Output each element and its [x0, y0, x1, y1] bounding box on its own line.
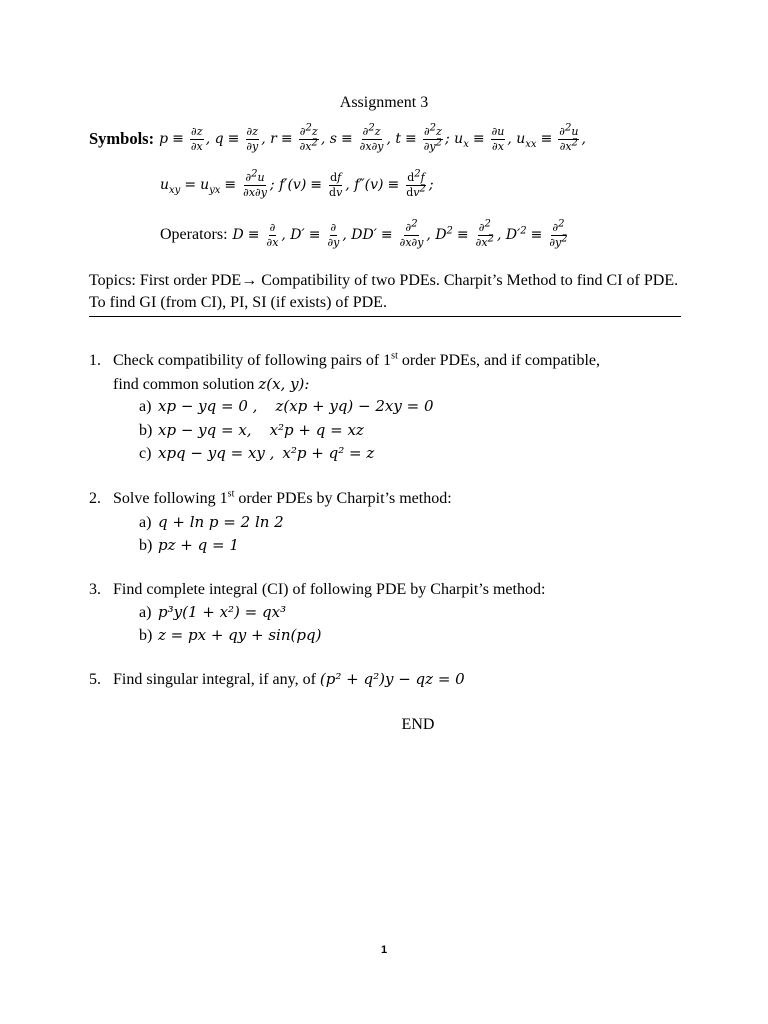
question-text: find common solution [113, 376, 259, 393]
item-equation: pz + q = 1 [158, 536, 239, 554]
page-number: 1 [380, 944, 388, 956]
ordinal-suffix: st [227, 488, 235, 500]
question-text-cont: order PDEs by Charpit’s method: [234, 490, 452, 507]
symbols-definitions [89, 122, 586, 153]
question-equation: (p² + q²)y − qz = 0 [319, 670, 465, 688]
question-number: 3. [89, 581, 101, 598]
item-equation-1: xp − yq = x, [158, 421, 252, 439]
question-text: Find singular integral, if any, of [113, 671, 320, 688]
item-equation-2: z(xp + yq) − 2xy = 0 [275, 397, 434, 415]
symbols-formula: p ≡ $\frac{\partial z}{\partial x}$ , q ≡ $\frac{\partial z}{\partial y}$ , r ≡ $\frac{\partial^2z}{\partial x^2}$ , s ≡ $\frac{\partial^2z}{\partial x\partial y}$ , t ≡ $\frac{\partial^2z}{\partial y^2}$ ; $u_x$ ≡ $\frac{\partial u}{\partial x}$ , $u_{xx}$ ≡ $\frac{\partial^2u}{\partial x^2}$ , [159, 122, 586, 153]
question-text-cont: order PDEs, and if compatible, [397, 352, 601, 369]
question-text: Find complete integral (CI) of following PDE by Charpit’s method: [113, 581, 546, 598]
question-3-item-a [139, 603, 286, 622]
question-number: 2. [89, 490, 101, 507]
item-equation-2: x²p + q = xz [269, 421, 364, 439]
question-1-item-b [139, 421, 364, 440]
item-label: b) [139, 537, 153, 554]
question-1-item-a [139, 397, 434, 416]
page-title: Assignment 3 [339, 94, 429, 111]
question-2-item-b [139, 536, 239, 555]
item-equation-2: x²p + q² = z [282, 444, 375, 462]
item-equation-1: xpq − yq = xy , [158, 444, 275, 462]
question-math: z(x, y): [258, 375, 310, 393]
question-1 [89, 351, 600, 370]
question-5 [89, 670, 465, 689]
question-text: Check compatibility of following pairs of 1 [113, 352, 392, 369]
question-3-item-b [139, 626, 321, 645]
question-2 [89, 489, 452, 508]
topics-paragraph: Topics: First order PDE→ Compatibility of two PDEs. Charpit’s Method to find CI of PDE. To find GI (from CI), PI, SI (if exists) of PDE. [89, 272, 679, 311]
end-marker: END [401, 716, 435, 733]
question-number: 5. [89, 671, 101, 688]
item-label: b) [139, 627, 153, 644]
question-text: Solve following 1 [113, 490, 228, 507]
item-label: a) [139, 604, 152, 621]
item-label: a) [139, 514, 152, 531]
operators-definitions [160, 218, 571, 249]
section-divider [89, 316, 681, 317]
item-equation-1: xp − yq = 0 , [158, 397, 258, 415]
item-equation: z = px + qy + sin(pq) [158, 626, 322, 644]
question-1-item-c [139, 444, 374, 463]
question-1-line-2 [113, 375, 309, 394]
item-label: c) [139, 445, 152, 462]
question-number: 1. [89, 352, 101, 369]
ordinal-suffix: st [391, 350, 398, 362]
symbols-definitions-continued [160, 168, 434, 199]
operators-label: Operators: [160, 226, 228, 244]
symbols-label: Symbols: [89, 129, 155, 149]
operators-formula: D ≡ $\frac{\partial}{\partial x}$ , D′ ≡ $\frac{\partial}{\partial y}$ , DD′ ≡ $\frac{\partial^2}{\partial x\partial y}$ , $D^2$ ≡ $\frac{\partial^2}{\partial x^2}$ , $D'^2$ ≡ $\frac{\partial^2}{\partial y^2}$ [232, 218, 568, 249]
question-2-item-a [139, 513, 284, 532]
question-3 [89, 580, 545, 599]
item-equation: q + ln p = 2 ln 2 [158, 513, 284, 531]
symbols-formula-2: $u_{xy} = u_{yx}$ ≡ $\frac{\partial^2u}{\partial x\partial y}$ ; f′(v) ≡ $\frac{df}{dv}$ , f″(v) ≡ $\frac{d^2f}{dv^2}$ ; [160, 168, 434, 199]
item-label: a) [139, 398, 152, 415]
item-label: b) [139, 422, 153, 439]
item-equation: p³y(1 + x²) = qx³ [158, 603, 287, 621]
